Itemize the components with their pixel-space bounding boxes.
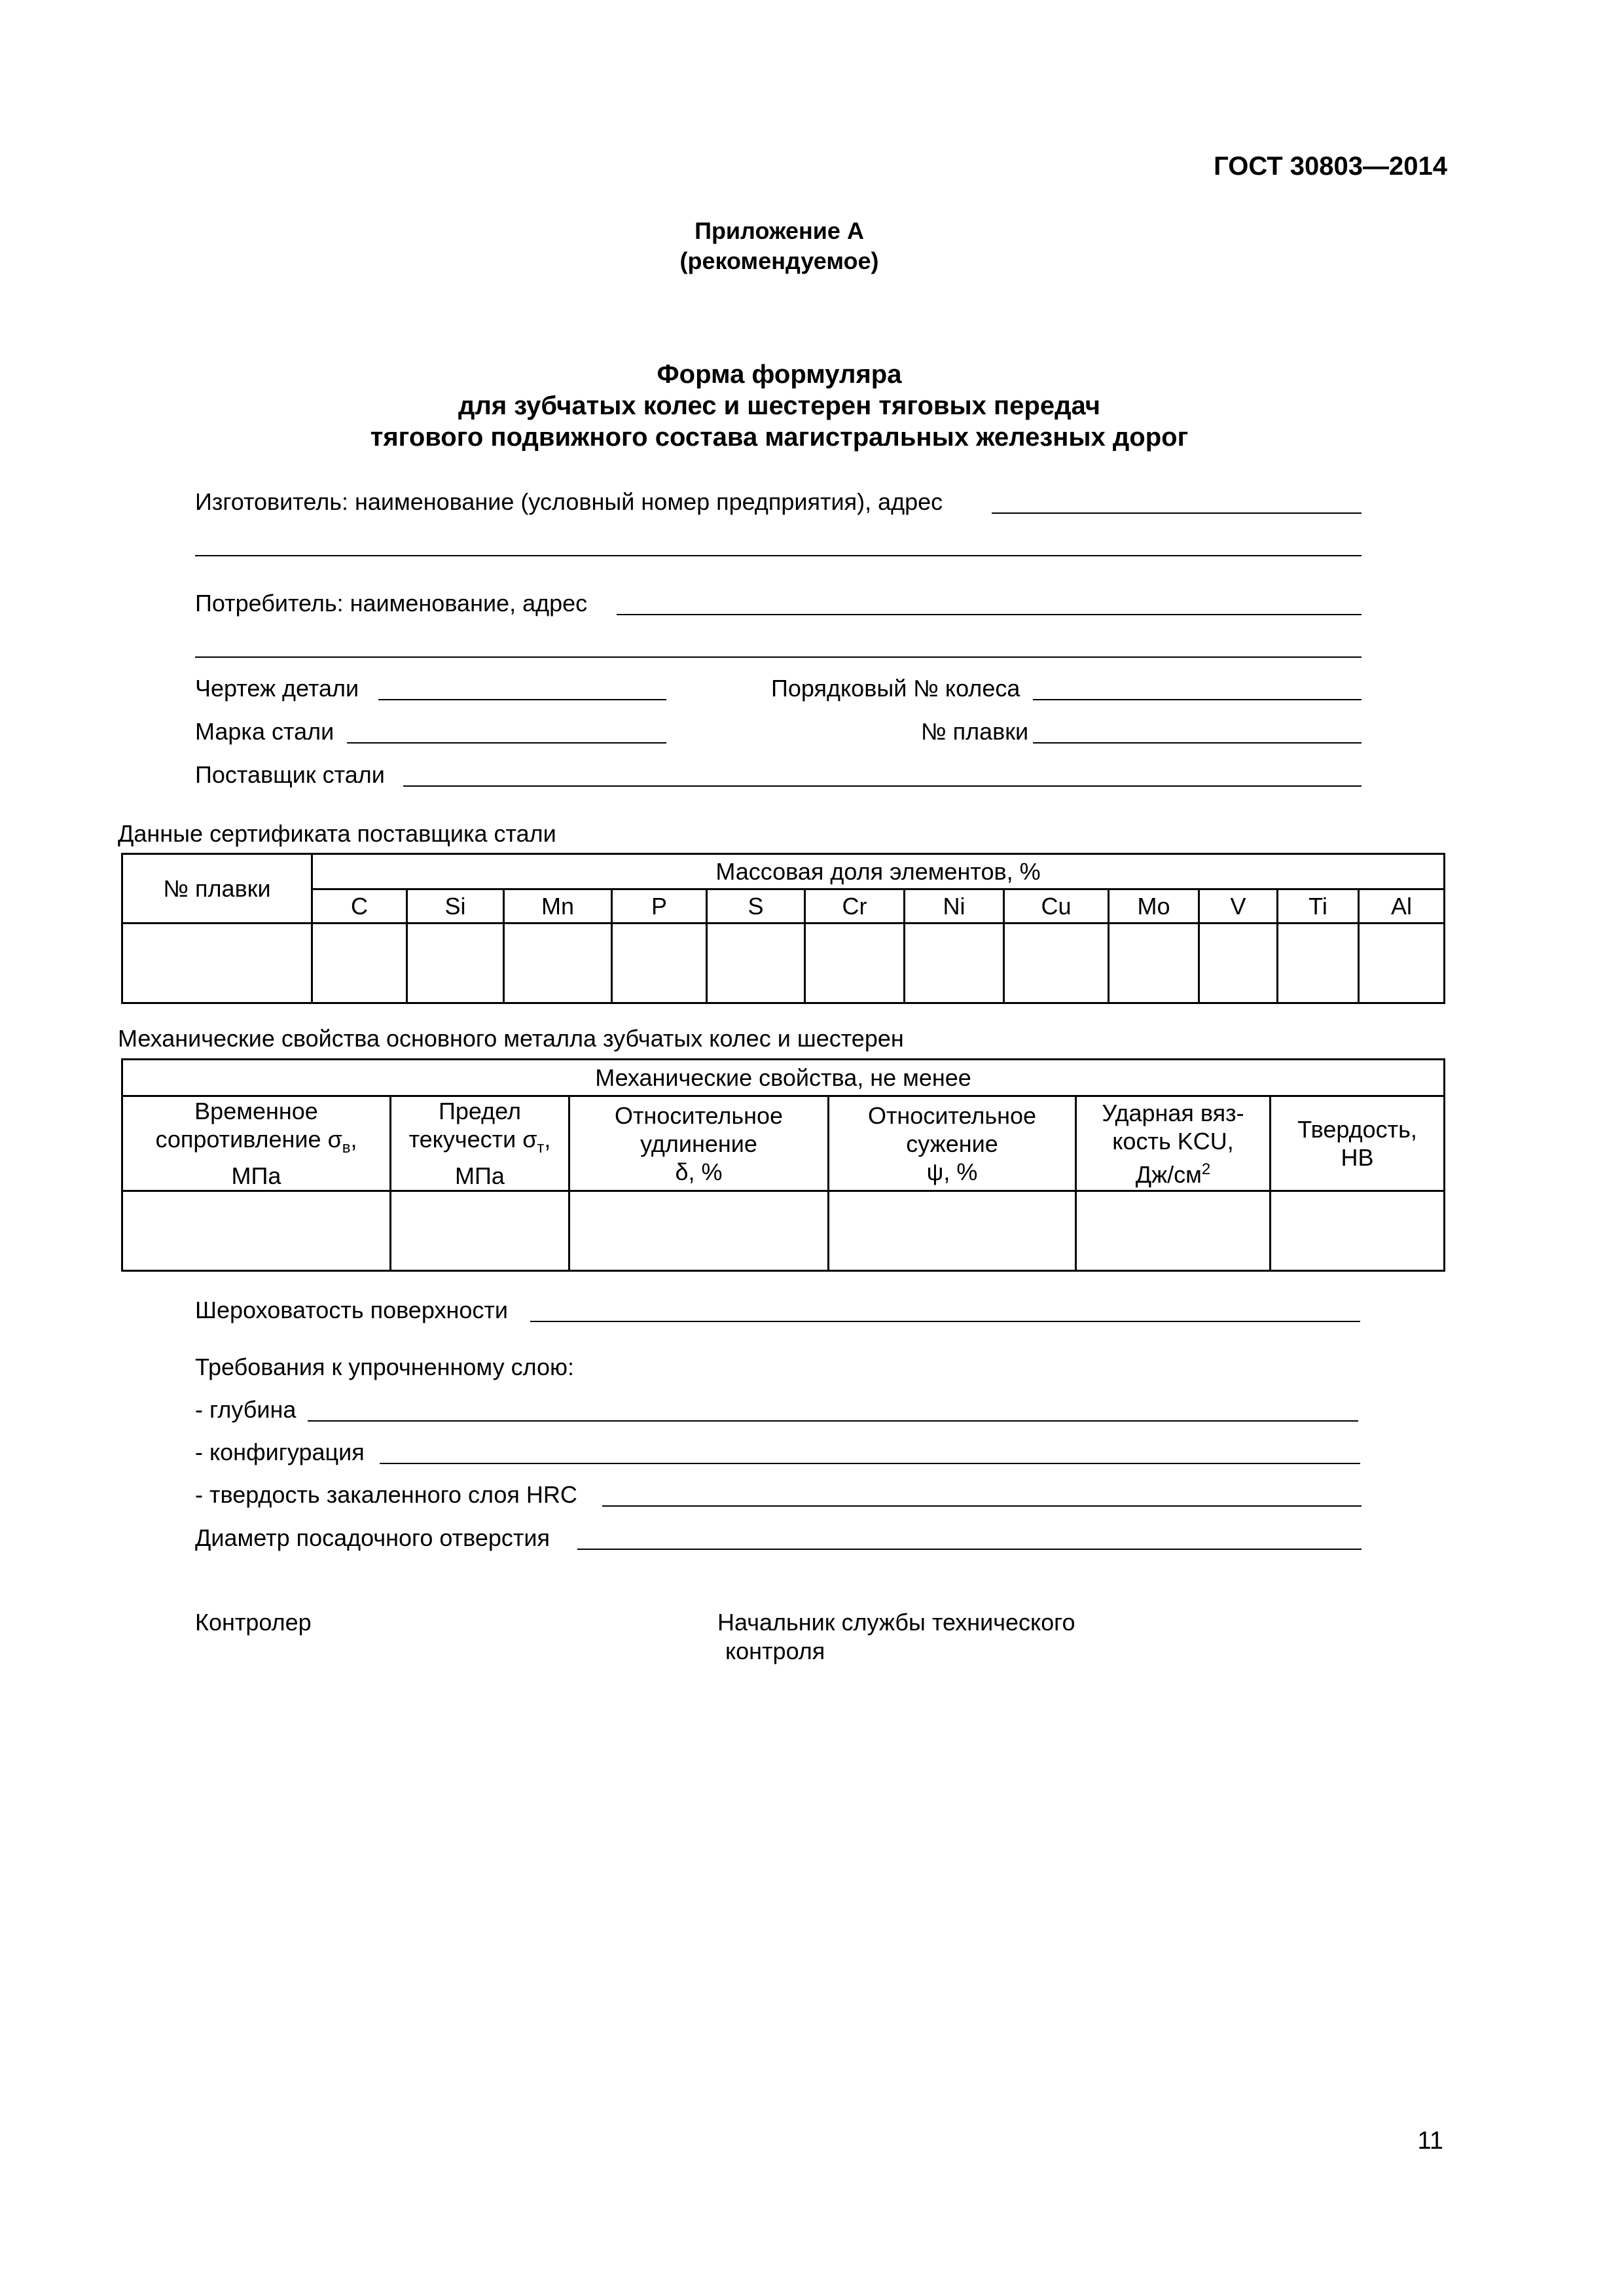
element-value-cell-cu[interactable] [1004, 924, 1109, 1003]
steel-supplier-field-line[interactable] [403, 785, 1362, 787]
drawing-field-line[interactable] [378, 699, 666, 700]
manufacturer-field-line-2[interactable] [195, 555, 1362, 556]
appendix-label: Приложение А [695, 217, 864, 244]
roughness-field-line[interactable] [530, 1321, 1360, 1322]
title-line-1: Форма формуляра [657, 360, 902, 389]
element-value-cell-p[interactable] [612, 924, 707, 1003]
mechanical-properties-group-header: Механические свойства, не менее [122, 1060, 1445, 1096]
element-value-cell-mo[interactable] [1109, 924, 1199, 1003]
element-value-cell-s[interactable] [707, 924, 805, 1003]
element-header-cr: Cr [805, 889, 905, 924]
standard-number: ГОСТ 30803—2014 [1214, 152, 1447, 181]
element-value-cell-cr[interactable] [805, 924, 905, 1003]
tensile-strength-cell[interactable] [122, 1191, 391, 1271]
configuration-field-line[interactable] [380, 1463, 1360, 1464]
element-value-cell-si[interactable] [407, 924, 504, 1003]
hardness-header: Твердость, НВ [1271, 1096, 1445, 1191]
element-header-s: S [707, 889, 805, 924]
steel-certificate-table [121, 853, 1445, 1004]
element-header-al: Al [1359, 889, 1445, 924]
controller-label: Контролер [195, 1609, 312, 1636]
depth-label: - глубина [195, 1396, 297, 1423]
steel-certificate-caption: Данные сертификата поставщика стали [118, 820, 556, 847]
roughness-label: Шероховатость поверхности [195, 1297, 508, 1323]
element-header-mo: Mo [1109, 889, 1199, 924]
appendix-status: (рекомендуемое) [679, 247, 879, 274]
element-header-si: Si [407, 889, 504, 924]
manufacturer-field-line-1[interactable] [992, 512, 1362, 514]
title-line-3: тягового подвижного состава магистральных железных дорог [370, 423, 1189, 452]
element-value-cell-al[interactable] [1359, 924, 1445, 1003]
elongation-cell[interactable] [569, 1191, 829, 1271]
melt-number-cell[interactable] [122, 924, 312, 1003]
element-header-p: P [612, 889, 707, 924]
element-value-cell-c[interactable] [312, 924, 407, 1003]
elongation-header: Относительное удлинение δ, % [569, 1096, 829, 1191]
consumer-field-line-2[interactable] [195, 656, 1362, 658]
steel-grade-label: Марка стали [195, 718, 334, 745]
consumer-label: Потребитель: наименование, адрес [195, 590, 588, 617]
configuration-label: - конфигурация [195, 1439, 365, 1465]
appendix-heading [0, 216, 1559, 276]
element-header-ti: Ti [1278, 889, 1359, 924]
element-fraction-header: Массовая доля элементов, % [312, 854, 1445, 889]
depth-field-line[interactable] [308, 1420, 1358, 1422]
hardened-layer-title: Требования к упрочненному слою: [195, 1354, 575, 1380]
reduction-of-area-header: Относительное сужение ψ, % [829, 1096, 1076, 1191]
layer-hardness-field-line[interactable] [602, 1505, 1362, 1507]
element-header-cu: Cu [1004, 889, 1109, 924]
mechanical-properties-table [121, 1058, 1445, 1272]
element-header-ni: Ni [905, 889, 1004, 924]
manufacturer-label: Изготовитель: наименование (условный номер предприятия), адрес [195, 488, 943, 515]
wheel-number-label: Порядковый № колеса [771, 675, 1020, 702]
drawing-label: Чертеж детали [195, 675, 359, 702]
yield-strength-header: Предел текучести $\sigma_т$, МПа [391, 1096, 569, 1191]
reduction-of-area-cell[interactable] [829, 1191, 1076, 1271]
tensile-strength-header: Временное сопротивление $\sigma_в$, МПа [122, 1096, 391, 1191]
element-value-cell-ti[interactable] [1278, 924, 1359, 1003]
layer-hardness-label: - твердость закаленного слоя HRC [195, 1481, 577, 1508]
chief-qc-label: Начальник службы технического контроля [717, 1609, 1075, 1664]
melt-number-field-line[interactable] [1033, 742, 1362, 744]
element-value-cell-mn[interactable] [504, 924, 612, 1003]
melt-number-label: № плавки [921, 718, 1029, 745]
title-line-2: для зубчатых колес и шестерен тяговых передач [458, 391, 1100, 420]
element-value-cell-v[interactable] [1199, 924, 1278, 1003]
yield-strength-cell[interactable] [391, 1191, 569, 1271]
element-header-c: C [312, 889, 407, 924]
page-number: 11 [1417, 2127, 1443, 2155]
bore-diameter-label: Диаметр посадочного отверстия [195, 1524, 550, 1551]
mechanical-properties-caption: Механические свойства основного металла зубчатых колес и шестерен [118, 1025, 904, 1052]
impact-strength-cell[interactable] [1076, 1191, 1271, 1271]
steel-grade-field-line[interactable] [347, 742, 666, 744]
impact-strength-header: Ударная вяз- кость KCU, $Дж/см^2$ [1076, 1096, 1271, 1191]
element-value-cell-ni[interactable] [905, 924, 1004, 1003]
consumer-field-line-1[interactable] [617, 614, 1362, 615]
bore-diameter-field-line[interactable] [577, 1549, 1362, 1550]
melt-number-header: № плавки [122, 854, 312, 924]
element-header-mn: Mn [504, 889, 612, 924]
page-title [0, 359, 1559, 453]
steel-supplier-label: Поставщик стали [195, 761, 385, 788]
wheel-number-field-line[interactable] [1033, 699, 1362, 700]
element-header-v: V [1199, 889, 1278, 924]
hardness-cell[interactable] [1271, 1191, 1445, 1271]
